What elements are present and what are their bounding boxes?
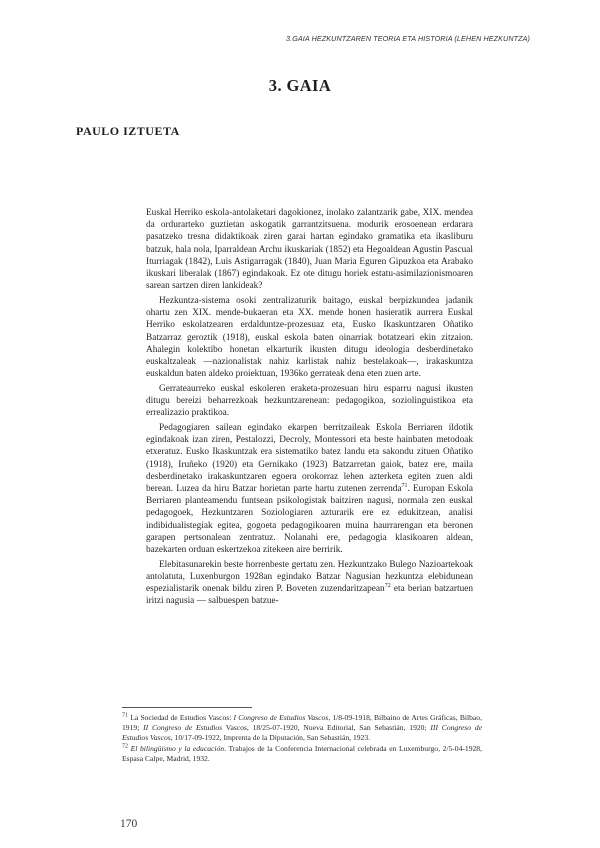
- footnote-number: 72: [122, 743, 128, 750]
- footnote-title: I Congreso de Estudios Vascos: [233, 713, 329, 722]
- page-number: 170: [120, 818, 138, 830]
- paragraph-1: Euskal Herriko eskola-antolaketari dagokionez, inolako zalantzarik gabe, XIX. mendea da ordurarteko guztietan askogatik garrantzitsuena. modurik erosoenean erdarara pasatzeko tresna didaktikoak ziren garai hartan egindako gramatika eta ikasliburu batzuk, hala nola, Iparraldean Archu ikuskariak (1852) eta Hegoaldean Agustin Pascual Iturriagak (1842), Luis Astigarragak (1840), Juan Maria Eguren Gipuzkoa eta Arabako ikuskari liberalak (1867) egindakoak. Ez ote ditugu horiek estatu-asimilazionismoaren sarean sartzen diren lankideak?: [146, 208, 473, 292]
- footnote-separator: [122, 707, 252, 708]
- footnote-title: III Congreso de Estudios Vascos: [122, 722, 482, 742]
- footnote-72: [122, 744, 482, 764]
- paragraph-3: Gerrateaurreko euskal eskoleren eraketa-prozesuan hiru esparru nagusi ikusten ditugu bereizi beharrezkoak hezkuntzarenean: pedagogikoa, soziolinguistikoa eta errealizazio praktikoa.: [146, 383, 473, 419]
- footnote-71: [122, 713, 482, 743]
- footnote-number: 71: [122, 712, 128, 719]
- footnote-ref-71: 71: [401, 482, 408, 489]
- paragraph-2: Hezkuntza-sistema osoki zentralizaturik baitago, euskal berpizkundea jadanik ohartu zen XIX. mende-bukaeran eta XX. mende honen hasieratik aurrera Euskal Herriko eskolatzearen erdalduntze-prozesuaz eta, Eusko Ikaskuntzaren Oñatiko Batzarraz geroztik (1918), euskal eskola baten oinarriak botatzeari ekin zitzaion. Ahalegin kolektibo honetan elkarturik ikusten ditugu ideologia desberdinetako euskaltzaleak —nazionalistak nahiz karlistak nahiz bestelakoak—, irakaskuntza euskaldun baten aldeko proiektuan, 1936ko gerrateak dena eten zuen arte.: [146, 295, 473, 380]
- paragraph-5-text-a: Elebitasunarekin beste horrenbeste gertatu zen. Hezkuntzako Bulego Nazioartekoak antolatuta, Luxenburgon 1928an egindako Batzar Nagusian hezkuntza elebidunean espezialistarik onenak bildu ziren P. Boveten zuzendaritzapean: [146, 559, 473, 595]
- footnote-ref-72: 72: [384, 583, 391, 589]
- paragraph-4-text-a: Pedagogiaren sailean egindako ekarpen berritzaileak Eskola Berriaren ildotik egindakoak izan ziren, Pestalozzi, Decroly, Montessori eta beste hainbaten metodoak etxeratuz. Eusko Ikaskuntzak era sistematiko batez landu eta sakondu zituen Oñatiko (1918), Iruñeko (1920) eta Gernikako (1923) Batzarretan gaiok, batez ere, maila desberdinetako irakaskuntzaren egoera orokorraz lehen azterketa egiten zuen aldi berean. Luzea da hiru Batzar horietan parte hartu zutenen zerrenda: [146, 422, 473, 494]
- footnote-text: , 1/8-09-1918, Bilbaino de Artes Gráficas, Bilbao, 1919;: [122, 713, 482, 732]
- body-text: [146, 207, 473, 610]
- paragraph-5-text-b: eta berian batzartuen iritzi nagusia — salbuespen batzue-: [146, 584, 474, 607]
- footnote-title: II Congreso de Estudios: [143, 722, 223, 732]
- chapter-title: 3. GAIA: [268, 76, 332, 95]
- footnote-text: La Sociedad de Estudios Vascos:: [130, 713, 234, 722]
- running-header: 3.GAIA HEZKUNTZAREN TEORIA ETA HISTORIA (LEHEN HEZKUNTZA): [286, 34, 530, 43]
- footnote-text: , 10/17-09-1922, Imprenta de la Diputación, San Sebastián, 1923.: [170, 732, 371, 742]
- paragraph-4-text-b: . Europan Eskola Berriaren planteamendu funtsean psikologistak baitziren nagusi, normala zen euskal pedagogoek, Hezkuntzaren Soziologiaren azturarik ere ez edukitzean, analisi indibidualistegiak egitea, gogoeta pedagogikoaren muina haurrarengan eta beronen garapen pertsonalean zentratuz. Nolanahi ere, pedagogia klasikoaren aldean, bazekarten orduan eskertzekoa zitekeen aire berririk.: [146, 483, 473, 555]
- footnote-title: El bilingüismo y la educación: [130, 743, 225, 753]
- footnotes: [122, 713, 482, 765]
- paragraph-5: [146, 559, 473, 608]
- footnote-text: Vascos, 18/25-07-1920, Nueva Editorial, San Sebastián, 1920;: [222, 722, 431, 732]
- footnote-text: . Trabajos de la Conferencia Internacional celebrada en Luxemburgo, 2/5-04-1928, Espasa Calpe, Madrid, 1932.: [122, 743, 483, 763]
- author-name: PAULO IZTUETA: [76, 124, 180, 138]
- paragraph-4: [146, 422, 473, 556]
